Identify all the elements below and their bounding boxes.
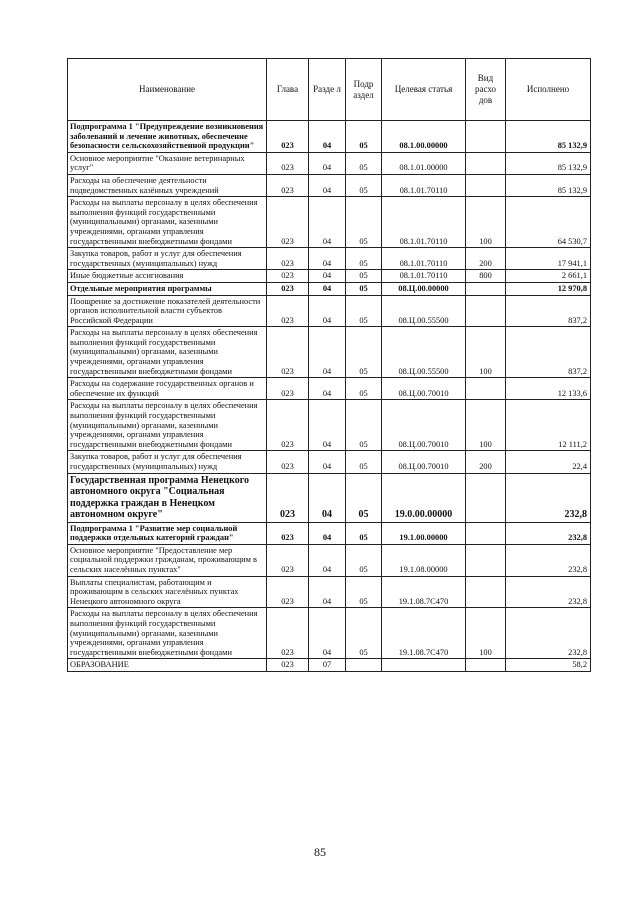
header-podrazdel: Подр аздел: [346, 59, 382, 121]
cell-glava: 023: [267, 378, 309, 400]
cell-vid: 800: [466, 270, 506, 283]
cell-name: ОБРАЗОВАНИЕ: [68, 659, 267, 672]
cell-glava: 023: [267, 295, 309, 327]
cell-glava: 023: [267, 522, 309, 544]
cell-razdel: 04: [309, 473, 346, 522]
cell-target: [382, 659, 466, 672]
cell-vid: 100: [466, 327, 506, 378]
cell-podrazdel: 05: [346, 522, 382, 544]
cell-name: Расходы на содержание государственных органов и обеспечение их функций: [68, 378, 267, 400]
cell-razdel: 04: [309, 576, 346, 608]
cell-amount: 85 132,9: [506, 121, 591, 153]
cell-amount: 837,2: [506, 295, 591, 327]
cell-glava: 023: [267, 576, 309, 608]
cell-vid: [466, 282, 506, 295]
table-row: [68, 473, 591, 522]
cell-amount: 232,8: [506, 473, 591, 522]
cell-name: Закупка товаров, работ и услуг для обеспечения государственных (муниципальных) нужд: [68, 248, 267, 270]
cell-glava: 023: [267, 608, 309, 659]
cell-podrazdel: 05: [346, 282, 382, 295]
cell-target: 19.0.00.00000: [382, 473, 466, 522]
cell-target: 19.1.08.7С470: [382, 576, 466, 608]
cell-name: Выплаты специалистам, работающим и проживающим в сельских населённых пунктах Ненецкого автономного округа: [68, 576, 267, 608]
cell-vid: [466, 152, 506, 174]
cell-vid: [466, 295, 506, 327]
cell-name: Подпрограмма 1 "Развитие мер социальной поддержки отдельных категорий граждан": [68, 522, 267, 544]
cell-razdel: 04: [309, 174, 346, 196]
cell-amount: 22,4: [506, 451, 591, 473]
cell-amount: 232,8: [506, 544, 591, 576]
cell-razdel: 04: [309, 197, 346, 248]
cell-vid: [466, 659, 506, 672]
table-row: [68, 282, 591, 295]
cell-razdel: 04: [309, 451, 346, 473]
cell-target: 08.1.01.70110: [382, 248, 466, 270]
cell-podrazdel: 05: [346, 327, 382, 378]
cell-amount: 64 530,7: [506, 197, 591, 248]
cell-target: 19.1.08.00000: [382, 544, 466, 576]
cell-amount: 837,2: [506, 327, 591, 378]
cell-vid: [466, 121, 506, 153]
cell-glava: 023: [267, 270, 309, 283]
cell-name: Государственная программа Ненецкого автономного округа "Социальная поддержка граждан в Ненецком автономном округе": [68, 473, 267, 522]
table-row: [68, 197, 591, 248]
cell-podrazdel: 05: [346, 121, 382, 153]
table-row: [68, 400, 591, 451]
cell-amount: 232,8: [506, 576, 591, 608]
cell-target: 08.Ц.00.70010: [382, 378, 466, 400]
table-row: [68, 576, 591, 608]
cell-glava: 023: [267, 400, 309, 451]
cell-razdel: 04: [309, 608, 346, 659]
cell-vid: 200: [466, 451, 506, 473]
cell-glava: 023: [267, 282, 309, 295]
header-vid: Вид расхо дов: [466, 59, 506, 121]
cell-target: 08.Ц.00.70010: [382, 400, 466, 451]
cell-podrazdel: 05: [346, 174, 382, 196]
cell-podrazdel: 05: [346, 248, 382, 270]
cell-podrazdel: 05: [346, 400, 382, 451]
cell-name: Расходы на выплаты персоналу в целях обеспечения выполнения функций государственными (муниципальными) органами, казенными учреждениями, органами управления государственными внебюджетными фондами: [68, 400, 267, 451]
cell-podrazdel: 05: [346, 544, 382, 576]
header-razdel: Разде л: [309, 59, 346, 121]
cell-amount: 85 132,9: [506, 174, 591, 196]
cell-vid: [466, 378, 506, 400]
cell-vid: [466, 522, 506, 544]
table-body: [68, 121, 591, 672]
cell-podrazdel: 05: [346, 451, 382, 473]
cell-glava: 023: [267, 473, 309, 522]
table-header-row: [68, 59, 591, 121]
table-row: [68, 248, 591, 270]
cell-razdel: 04: [309, 378, 346, 400]
cell-vid: 100: [466, 197, 506, 248]
cell-podrazdel: 05: [346, 576, 382, 608]
cell-amount: 12 970,8: [506, 282, 591, 295]
cell-vid: 100: [466, 608, 506, 659]
cell-amount: 232,8: [506, 522, 591, 544]
cell-podrazdel: 05: [346, 378, 382, 400]
table-row: [68, 608, 591, 659]
header-amount: Исполнено: [506, 59, 591, 121]
cell-target: 19.1.08.7С470: [382, 608, 466, 659]
cell-target: 08.1.00.00000: [382, 121, 466, 153]
cell-glava: 023: [267, 451, 309, 473]
table-row: [68, 121, 591, 153]
cell-amount: 232,8: [506, 608, 591, 659]
cell-podrazdel: [346, 659, 382, 672]
cell-name: Закупка товаров, работ и услуг для обеспечения государственных (муниципальных) нужд: [68, 451, 267, 473]
cell-name: Поощрение за достижение показателей деятельности органов исполнительной власти субъектов Российской Федерации: [68, 295, 267, 327]
budget-table: [67, 58, 591, 672]
cell-vid: 100: [466, 400, 506, 451]
table-row: [68, 451, 591, 473]
cell-glava: 023: [267, 174, 309, 196]
cell-target: 19.1.00.00000: [382, 522, 466, 544]
cell-glava: 023: [267, 152, 309, 174]
cell-razdel: 04: [309, 295, 346, 327]
cell-razdel: 04: [309, 152, 346, 174]
table-row: [68, 295, 591, 327]
cell-name: Расходы на выплаты персоналу в целях обеспечения выполнения функций государственными (муниципальными) органами, казенными учреждениями, органами управления государственными внебюджетными фондами: [68, 197, 267, 248]
table-row: [68, 327, 591, 378]
cell-name: Расходы на выплаты персоналу в целях обеспечения выполнения функций государственными (муниципальными) органами, казенными учреждениями, органами управления государственными внебюджетными фондами: [68, 327, 267, 378]
cell-target: 08.1.01.70110: [382, 270, 466, 283]
cell-glava: 023: [267, 197, 309, 248]
table-row: [68, 270, 591, 283]
cell-vid: [466, 174, 506, 196]
cell-podrazdel: 05: [346, 608, 382, 659]
cell-target: 08.1.01.70110: [382, 197, 466, 248]
cell-name: Основное мероприятие "Предоставление мер социальной поддержки гражданам, проживающим в сельских населённых пунктах": [68, 544, 267, 576]
header-target: Целевая статья: [382, 59, 466, 121]
cell-glava: 023: [267, 121, 309, 153]
cell-razdel: 04: [309, 282, 346, 295]
cell-amount: 17 941,1: [506, 248, 591, 270]
budget-table-sheet: [67, 58, 590, 672]
cell-razdel: 04: [309, 121, 346, 153]
cell-podrazdel: 05: [346, 197, 382, 248]
cell-target: 08.Ц.00.55500: [382, 327, 466, 378]
cell-target: 08.Ц.00.55500: [382, 295, 466, 327]
cell-glava: 023: [267, 327, 309, 378]
cell-razdel: 04: [309, 544, 346, 576]
cell-razdel: 04: [309, 248, 346, 270]
table-row: [68, 378, 591, 400]
cell-amount: 2 661,1: [506, 270, 591, 283]
header-glava: Глава: [267, 59, 309, 121]
table-row: [68, 174, 591, 196]
cell-podrazdel: 05: [346, 295, 382, 327]
cell-podrazdel: 05: [346, 270, 382, 283]
cell-target: 08.Ц.00.00000: [382, 282, 466, 295]
table-row: [68, 659, 591, 672]
cell-name: Расходы на выплаты персоналу в целях обеспечения выполнения функций государственными (муниципальными) органами, казенными учреждениями, органами управления государственными внебюджетными фондами: [68, 608, 267, 659]
table-row: [68, 522, 591, 544]
cell-amount: 12 133,6: [506, 378, 591, 400]
cell-target: 08.1.01.00000: [382, 152, 466, 174]
cell-name: Отдельные мероприятия программы: [68, 282, 267, 295]
header-name: Наименование: [68, 59, 267, 121]
cell-name: Иные бюджетные ассигнования: [68, 270, 267, 283]
cell-name: Расходы на обеспечение деятельности подведомственных казённых учреждений: [68, 174, 267, 196]
cell-amount: 85 132,9: [506, 152, 591, 174]
cell-razdel: 04: [309, 522, 346, 544]
cell-vid: 200: [466, 248, 506, 270]
cell-name: Основное мероприятие "Оказание ветеринарных услуг": [68, 152, 267, 174]
cell-razdel: 04: [309, 400, 346, 451]
cell-razdel: 04: [309, 270, 346, 283]
table-row: [68, 152, 591, 174]
page-number: 85: [314, 845, 326, 859]
cell-razdel: 04: [309, 327, 346, 378]
cell-vid: [466, 576, 506, 608]
cell-name: Подпрограмма 1 "Предупреждение возникновения заболеваний и лечение животных, обеспечение безопасности сельскохозяйственной продукции": [68, 121, 267, 153]
cell-glava: 023: [267, 544, 309, 576]
cell-vid: [466, 544, 506, 576]
cell-podrazdel: 05: [346, 152, 382, 174]
cell-glava: 023: [267, 659, 309, 672]
table-row: [68, 544, 591, 576]
cell-target: 08.Ц.00.70010: [382, 451, 466, 473]
cell-target: 08.1.01.70110: [382, 174, 466, 196]
cell-razdel: 07: [309, 659, 346, 672]
cell-amount: 12 111,2: [506, 400, 591, 451]
cell-podrazdel: 05: [346, 473, 382, 522]
cell-glava: 023: [267, 248, 309, 270]
cell-amount: 58,2: [506, 659, 591, 672]
cell-vid: [466, 473, 506, 522]
